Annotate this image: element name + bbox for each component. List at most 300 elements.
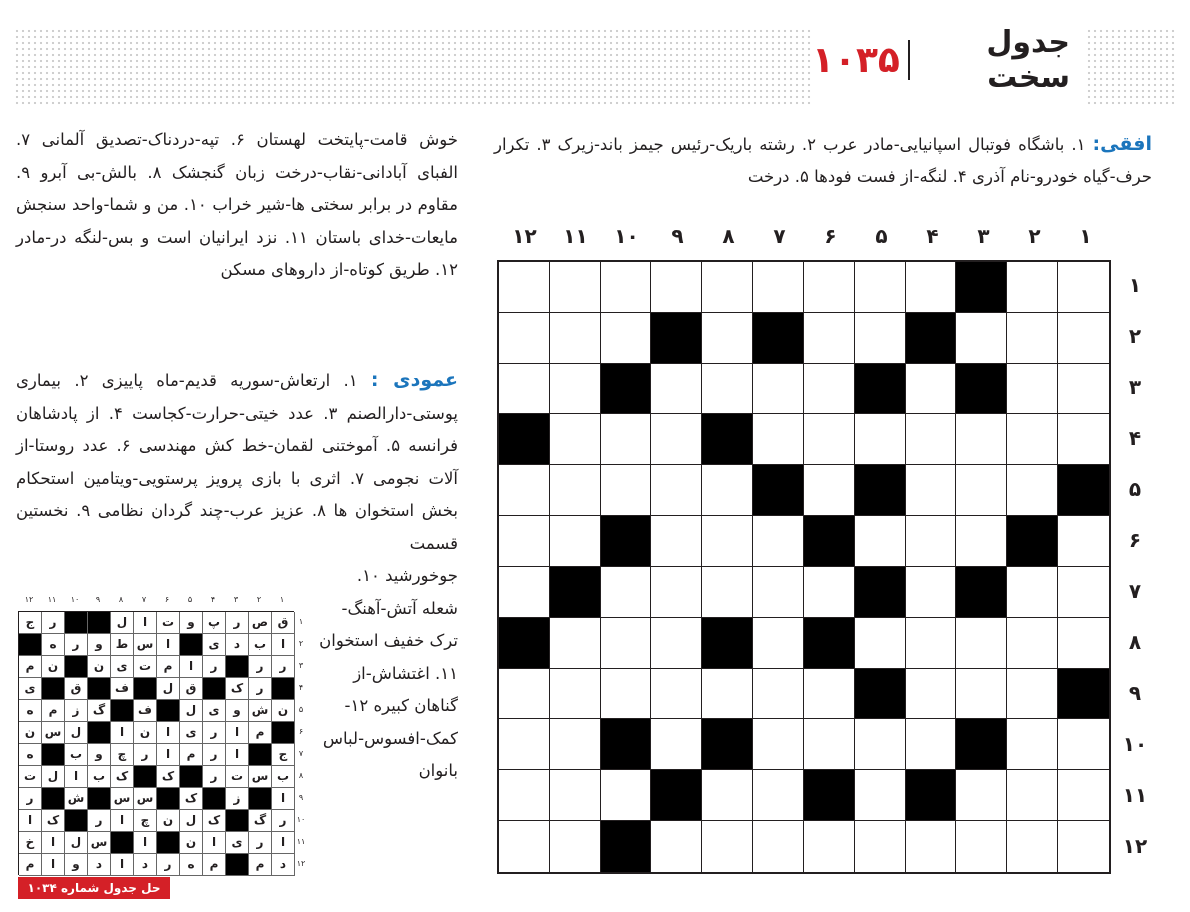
grid-cell[interactable] [499,770,550,821]
across-clues-text: ۱. باشگاه فوتبال اسپانیایی-مادر عرب ۲. رشته باریک-رئیس جیمز باند-زیرک ۳. تکرار حرف-گیاه خودرو-نام آذری ۴. لنگه-از فست فودها ۵. درخت [494,135,1152,186]
grid-cell[interactable] [804,262,855,313]
grid-cell[interactable] [702,770,753,821]
grid-cell[interactable] [550,618,601,669]
solution-cell: ن [42,656,65,678]
grid-cell[interactable] [1007,821,1058,872]
grid-cell[interactable] [855,414,906,465]
solution-cell: ش [249,700,272,722]
grid-cell[interactable] [651,669,702,720]
grid-cell[interactable] [1007,567,1058,618]
grid-cell[interactable] [601,669,652,720]
solution-cell: ه [19,744,42,766]
grid-cell[interactable] [804,669,855,720]
solution-cell: ت [157,612,180,634]
grid-black-cell [499,414,550,465]
solution-column-number: ۴ [210,595,216,604]
solution-black-cell [226,810,249,832]
grid-cell[interactable] [651,719,702,770]
solution-cell: ا [203,832,226,854]
grid-cell[interactable] [956,465,1007,516]
grid-cell[interactable] [1007,313,1058,364]
grid-cell[interactable] [906,414,957,465]
grid-cell[interactable] [855,313,906,364]
solution-cell: ا [134,612,157,634]
solution-black-cell [42,788,65,810]
puzzle-number: ۱۰۳۵ [812,39,900,81]
grid-cell[interactable] [1007,414,1058,465]
solution-cell: ی [203,700,226,722]
solution-row-number: ۵ [298,705,304,714]
solution-cell: ن [157,810,180,832]
solution-column-number: ۶ [164,595,170,604]
grid-cell[interactable] [1058,567,1109,618]
grid-cell[interactable] [855,262,906,313]
row-number: ۴ [1128,426,1142,450]
solution-row-number: ۱۰ [296,815,306,824]
solution-cell: ا [157,634,180,656]
grid-cell[interactable] [702,821,753,872]
down-clues-continued: جوخورشید ۱۰. شعله آتش-آهنگ-ترک خفیف استخوان ۱۱. اغتشاش-از گناهان کبیره ۱۲-کمک-افسوس-لباس بانوان [319,566,458,780]
grid-cell[interactable] [550,465,601,516]
column-number: ۱۰ [614,224,639,248]
grid-cell[interactable] [499,364,550,415]
solution-black-cell [180,634,203,656]
grid-black-cell [906,313,957,364]
row-number: ۱۱ [1122,783,1148,807]
grid-cell[interactable] [956,821,1007,872]
solution-cell: ن [272,700,295,722]
grid-black-cell [855,364,906,415]
solution-cell: و [180,612,203,634]
grid-cell[interactable] [651,364,702,415]
grid-cell[interactable] [651,567,702,618]
solution-cell: ی [111,656,134,678]
solution-black-cell [272,678,295,700]
crossword-grid [497,260,1111,874]
grid-black-cell [753,313,804,364]
solution-black-cell [111,700,134,722]
solution-row-number: ۷ [298,749,304,758]
solution-black-cell [180,766,203,788]
row-number: ۶ [1128,528,1142,552]
solution-cell: م [249,722,272,744]
solution-cell: ا [157,744,180,766]
solution-black-cell [42,744,65,766]
solution-cell: ا [272,832,295,854]
grid-cell[interactable] [1007,465,1058,516]
grid-cell[interactable] [753,618,804,669]
grid-cell[interactable] [753,719,804,770]
grid-cell[interactable] [1058,313,1109,364]
grid-cell[interactable] [550,770,601,821]
column-number: ۳ [977,224,990,248]
solution-cell: ا [42,854,65,876]
solution-cell: ا [272,788,295,810]
solution-cell: ر [19,788,42,810]
solution-column-number: ۲ [256,595,262,604]
column-number: ۱ [1079,224,1092,248]
solution-black-cell [111,832,134,854]
solution-black-cell [88,722,111,744]
solution-black-cell [226,854,249,876]
column-number: ۱۱ [563,224,588,248]
solution-cell: گ [88,700,111,722]
solution-cell: ک [42,810,65,832]
grid-cell[interactable] [804,567,855,618]
grid-cell[interactable] [1058,414,1109,465]
grid-cell[interactable] [651,618,702,669]
solution-column-number: ۸ [118,595,124,604]
solution-row-number: ۸ [298,771,304,780]
solution-cell: د [134,854,157,876]
solution-cell: ز [226,788,249,810]
grid-black-cell [702,719,753,770]
grid-cell[interactable] [499,262,550,313]
solution-cell: ت [134,656,157,678]
grid-cell[interactable] [601,313,652,364]
solution-cell: ر [249,656,272,678]
solution-cell: ز [65,700,88,722]
solution-column-number: ۷ [141,595,147,604]
solution-cell: ه [42,634,65,656]
solution-black-cell [65,656,88,678]
solution-cell: د [226,634,249,656]
grid-cell[interactable] [499,465,550,516]
solution-column-number: ۱۱ [47,595,57,604]
solution-cell: ر [203,744,226,766]
solution-cell: خ [19,832,42,854]
solution-cell: ر [226,612,249,634]
grid-cell[interactable] [1007,618,1058,669]
solution-cell: ر [203,722,226,744]
grid-black-cell [956,719,1007,770]
down-clues-text: ۱. ارتعاش-سوریه قدیم-ماه پاییزی ۲. بیماری پوستی-دارالصنم ۳. عدد خیتی-حرارت-کجاست ۴. از پادشاهان فرانسه ۵. آموختنی لقمان-خط کش مهندسی ۶. عدد روستا-از آلات نجومی ۷. اثری با بازی پرویز پرستویی-ویتامین استحکام بخش استخوان ها ۸. عزیز عرب-چند گردان نظامی ۹. نخستین قسمت [16,371,459,553]
solution-cell: ا [157,722,180,744]
grid-black-cell [601,821,652,872]
grid-cell[interactable] [956,618,1007,669]
grid-cell[interactable] [753,414,804,465]
solution-black-cell [88,678,111,700]
grid-cell[interactable] [1058,719,1109,770]
grid-cell[interactable] [702,313,753,364]
solution-cell: س [42,722,65,744]
grid-cell[interactable] [601,770,652,821]
solution-cell: و [88,634,111,656]
solution-cell: ن [88,656,111,678]
title-separator [908,40,911,80]
solution-cell: ب [249,634,272,656]
solution-black-cell [157,788,180,810]
grid-cell[interactable] [702,262,753,313]
grid-cell[interactable] [499,821,550,872]
grid-cell[interactable] [601,567,652,618]
grid-cell[interactable] [1007,669,1058,720]
solution-cell: ب [88,766,111,788]
grid-cell[interactable] [753,567,804,618]
solution-cell: ر [272,810,295,832]
solution-cell: ه [180,854,203,876]
grid-cell[interactable] [855,821,906,872]
solution-row-number: ۱ [298,617,304,626]
grid-cell[interactable] [651,414,702,465]
solution-cell: ل [42,766,65,788]
grid-cell[interactable] [753,262,804,313]
grid-cell[interactable] [499,669,550,720]
solution-cell: ش [65,788,88,810]
solution-row-number: ۶ [298,727,304,736]
grid-cell[interactable] [550,516,601,567]
column-number: ۹ [671,224,684,248]
grid-cell[interactable] [550,364,601,415]
solution-black-cell [134,678,157,700]
grid-cell[interactable] [804,821,855,872]
solution-column-number: ۳ [233,595,239,604]
solution-cell: ل [180,700,203,722]
grid-cell[interactable] [956,313,1007,364]
grid-cell[interactable] [550,313,601,364]
grid-cell[interactable] [601,465,652,516]
grid-cell[interactable] [753,821,804,872]
row-number: ۸ [1128,630,1142,654]
grid-cell[interactable] [550,414,601,465]
solution-cell: ب [272,766,295,788]
grid-cell[interactable] [702,364,753,415]
solution-row-numbers [294,611,308,875]
grid-cell[interactable] [651,516,702,567]
grid-black-cell [855,567,906,618]
solution-cell: ک [226,678,249,700]
grid-cell[interactable] [906,262,957,313]
solution-cell: م [42,700,65,722]
solution-cell: ر [203,766,226,788]
grid-cell[interactable] [804,719,855,770]
header-dot-band-right [1086,28,1176,106]
solution-cell: ل [65,832,88,854]
grid-cell[interactable] [753,364,804,415]
grid-cell[interactable] [906,465,957,516]
grid-cell[interactable] [651,821,702,872]
grid-cell[interactable] [499,719,550,770]
solution-cell: و [88,744,111,766]
grid-cell[interactable] [1058,821,1109,872]
grid-cell[interactable] [702,516,753,567]
solution-cell: م [249,854,272,876]
grid-black-cell [956,262,1007,313]
grid-cell[interactable] [1007,719,1058,770]
grid-black-cell [804,770,855,821]
solution-cell: ک [111,766,134,788]
solution-cell: س [88,832,111,854]
grid-cell[interactable] [956,516,1007,567]
solution-cell: ل [180,810,203,832]
solution-cell: ک [157,766,180,788]
row-number: ۷ [1128,579,1142,603]
solution-cell: م [19,656,42,678]
across-clues [494,128,1152,193]
solution-cell: ه [19,700,42,722]
solution-cell: م [19,854,42,876]
grid-cell[interactable] [702,465,753,516]
grid-cell[interactable] [601,262,652,313]
solution-cell: پ [203,612,226,634]
grid-cell[interactable] [906,516,957,567]
grid-black-cell [499,618,550,669]
solution-cell: د [88,854,111,876]
solution-cell: ا [111,854,134,876]
solution-row-number: ۹ [298,793,304,802]
solution-cell: ر [249,678,272,700]
solution-cell: ق [180,678,203,700]
grid-cell[interactable] [956,669,1007,720]
solution-black-cell [88,788,111,810]
solution-cell: ی [19,678,42,700]
solution-cell: ی [180,722,203,744]
grid-cell[interactable] [804,313,855,364]
solution-cell: ر [249,832,272,854]
grid-cell[interactable] [601,618,652,669]
solution-row-number: ۱۱ [296,837,306,846]
grid-cell[interactable] [1007,364,1058,415]
grid-black-cell [1007,516,1058,567]
solution-cell: ل [111,612,134,634]
solution-cell: گ [249,810,272,832]
solution-column-number: ۱ [279,595,285,604]
grid-cell[interactable] [804,414,855,465]
grid-cell[interactable] [753,516,804,567]
grid-cell[interactable] [601,414,652,465]
solution-column-number: ۹ [95,595,101,604]
grid-cell[interactable] [499,567,550,618]
grid-black-cell [804,516,855,567]
solution-cell: ا [19,810,42,832]
header-dot-band-left [14,28,812,106]
grid-cell[interactable] [651,262,702,313]
grid-black-cell [855,465,906,516]
solution-cell: ل [65,722,88,744]
solution-cell: ج [19,612,42,634]
grid-cell[interactable] [1007,770,1058,821]
grid-cell[interactable] [1058,618,1109,669]
solution-cell: س [134,788,157,810]
grid-cell[interactable] [499,516,550,567]
solution-cell: ر [272,656,295,678]
solution-black-cell [203,678,226,700]
grid-cell[interactable] [651,465,702,516]
down-label: عمودی : [370,369,458,391]
grid-cell[interactable] [550,669,601,720]
solution-black-cell [203,788,226,810]
solution-cell: م [180,744,203,766]
row-number: ۱ [1128,273,1142,297]
solution-cell: ر [42,612,65,634]
grid-cell[interactable] [1058,516,1109,567]
solution-black-cell [19,634,42,656]
grid-cell[interactable] [906,669,957,720]
solution-cell: م [203,854,226,876]
grid-cell[interactable] [906,618,957,669]
column-number: ۵ [875,224,888,248]
grid-cell[interactable] [753,669,804,720]
grid-cell[interactable] [804,465,855,516]
grid-cell[interactable] [499,313,550,364]
page-header [812,24,1080,96]
down-clues [16,364,458,560]
row-number: ۵ [1128,477,1142,501]
row-number: ۱۲ [1122,834,1148,858]
grid-black-cell [804,618,855,669]
solution-cell: ج [272,744,295,766]
solution-cell: ا [134,832,157,854]
solution-cell: ص [249,612,272,634]
grid-cell[interactable] [906,821,957,872]
solution-black-cell [272,722,295,744]
grid-black-cell [601,719,652,770]
grid-black-cell [1058,669,1109,720]
solution-black-cell [226,656,249,678]
solution-cell: ط [111,634,134,656]
grid-black-cell [956,364,1007,415]
grid-cell[interactable] [550,719,601,770]
column-number: ۸ [722,224,735,248]
row-number: ۳ [1128,375,1142,399]
grid-cell[interactable] [956,414,1007,465]
grid-cell[interactable] [855,719,906,770]
solution-cell: ت [226,766,249,788]
grid-cell[interactable] [550,821,601,872]
column-number: ۶ [824,224,837,248]
grid-cell[interactable] [702,567,753,618]
grid-black-cell [906,770,957,821]
grid-cell[interactable] [906,567,957,618]
grid-cell[interactable] [1058,262,1109,313]
grid-cell[interactable] [1007,262,1058,313]
solution-cell: ل [157,678,180,700]
grid-black-cell [550,567,601,618]
grid-cell[interactable] [753,770,804,821]
grid-cell[interactable] [855,618,906,669]
grid-black-cell [855,669,906,720]
grid-black-cell [601,364,652,415]
solution-cell: ا [111,810,134,832]
solution-row-number: ۲ [298,639,304,648]
solution-cell: و [226,700,249,722]
row-number: ۱۰ [1122,732,1148,756]
grid-cell[interactable] [702,669,753,720]
solution-cell: ی [226,832,249,854]
grid-cell[interactable] [956,770,1007,821]
grid-cell[interactable] [906,719,957,770]
grid-cell[interactable] [855,770,906,821]
solution-cell: د [272,854,295,876]
grid-cell[interactable] [804,364,855,415]
solution-cell: ر [134,744,157,766]
grid-cell[interactable] [550,262,601,313]
solution-column-number: ۱۰ [70,595,80,604]
solution-black-cell [157,700,180,722]
grid-cell[interactable] [906,364,957,415]
solution-cell: ن [19,722,42,744]
grid-cell[interactable] [1058,364,1109,415]
grid-cell[interactable] [1058,770,1109,821]
grid-cell[interactable] [855,516,906,567]
solution-cell: ب [65,744,88,766]
solution-cell: ت [19,766,42,788]
solution-column-number: ۵ [187,595,193,604]
grid-black-cell [651,313,702,364]
solution-cell: ا [111,722,134,744]
grid-black-cell [702,618,753,669]
solution-row-number: ۱۲ [296,859,306,868]
